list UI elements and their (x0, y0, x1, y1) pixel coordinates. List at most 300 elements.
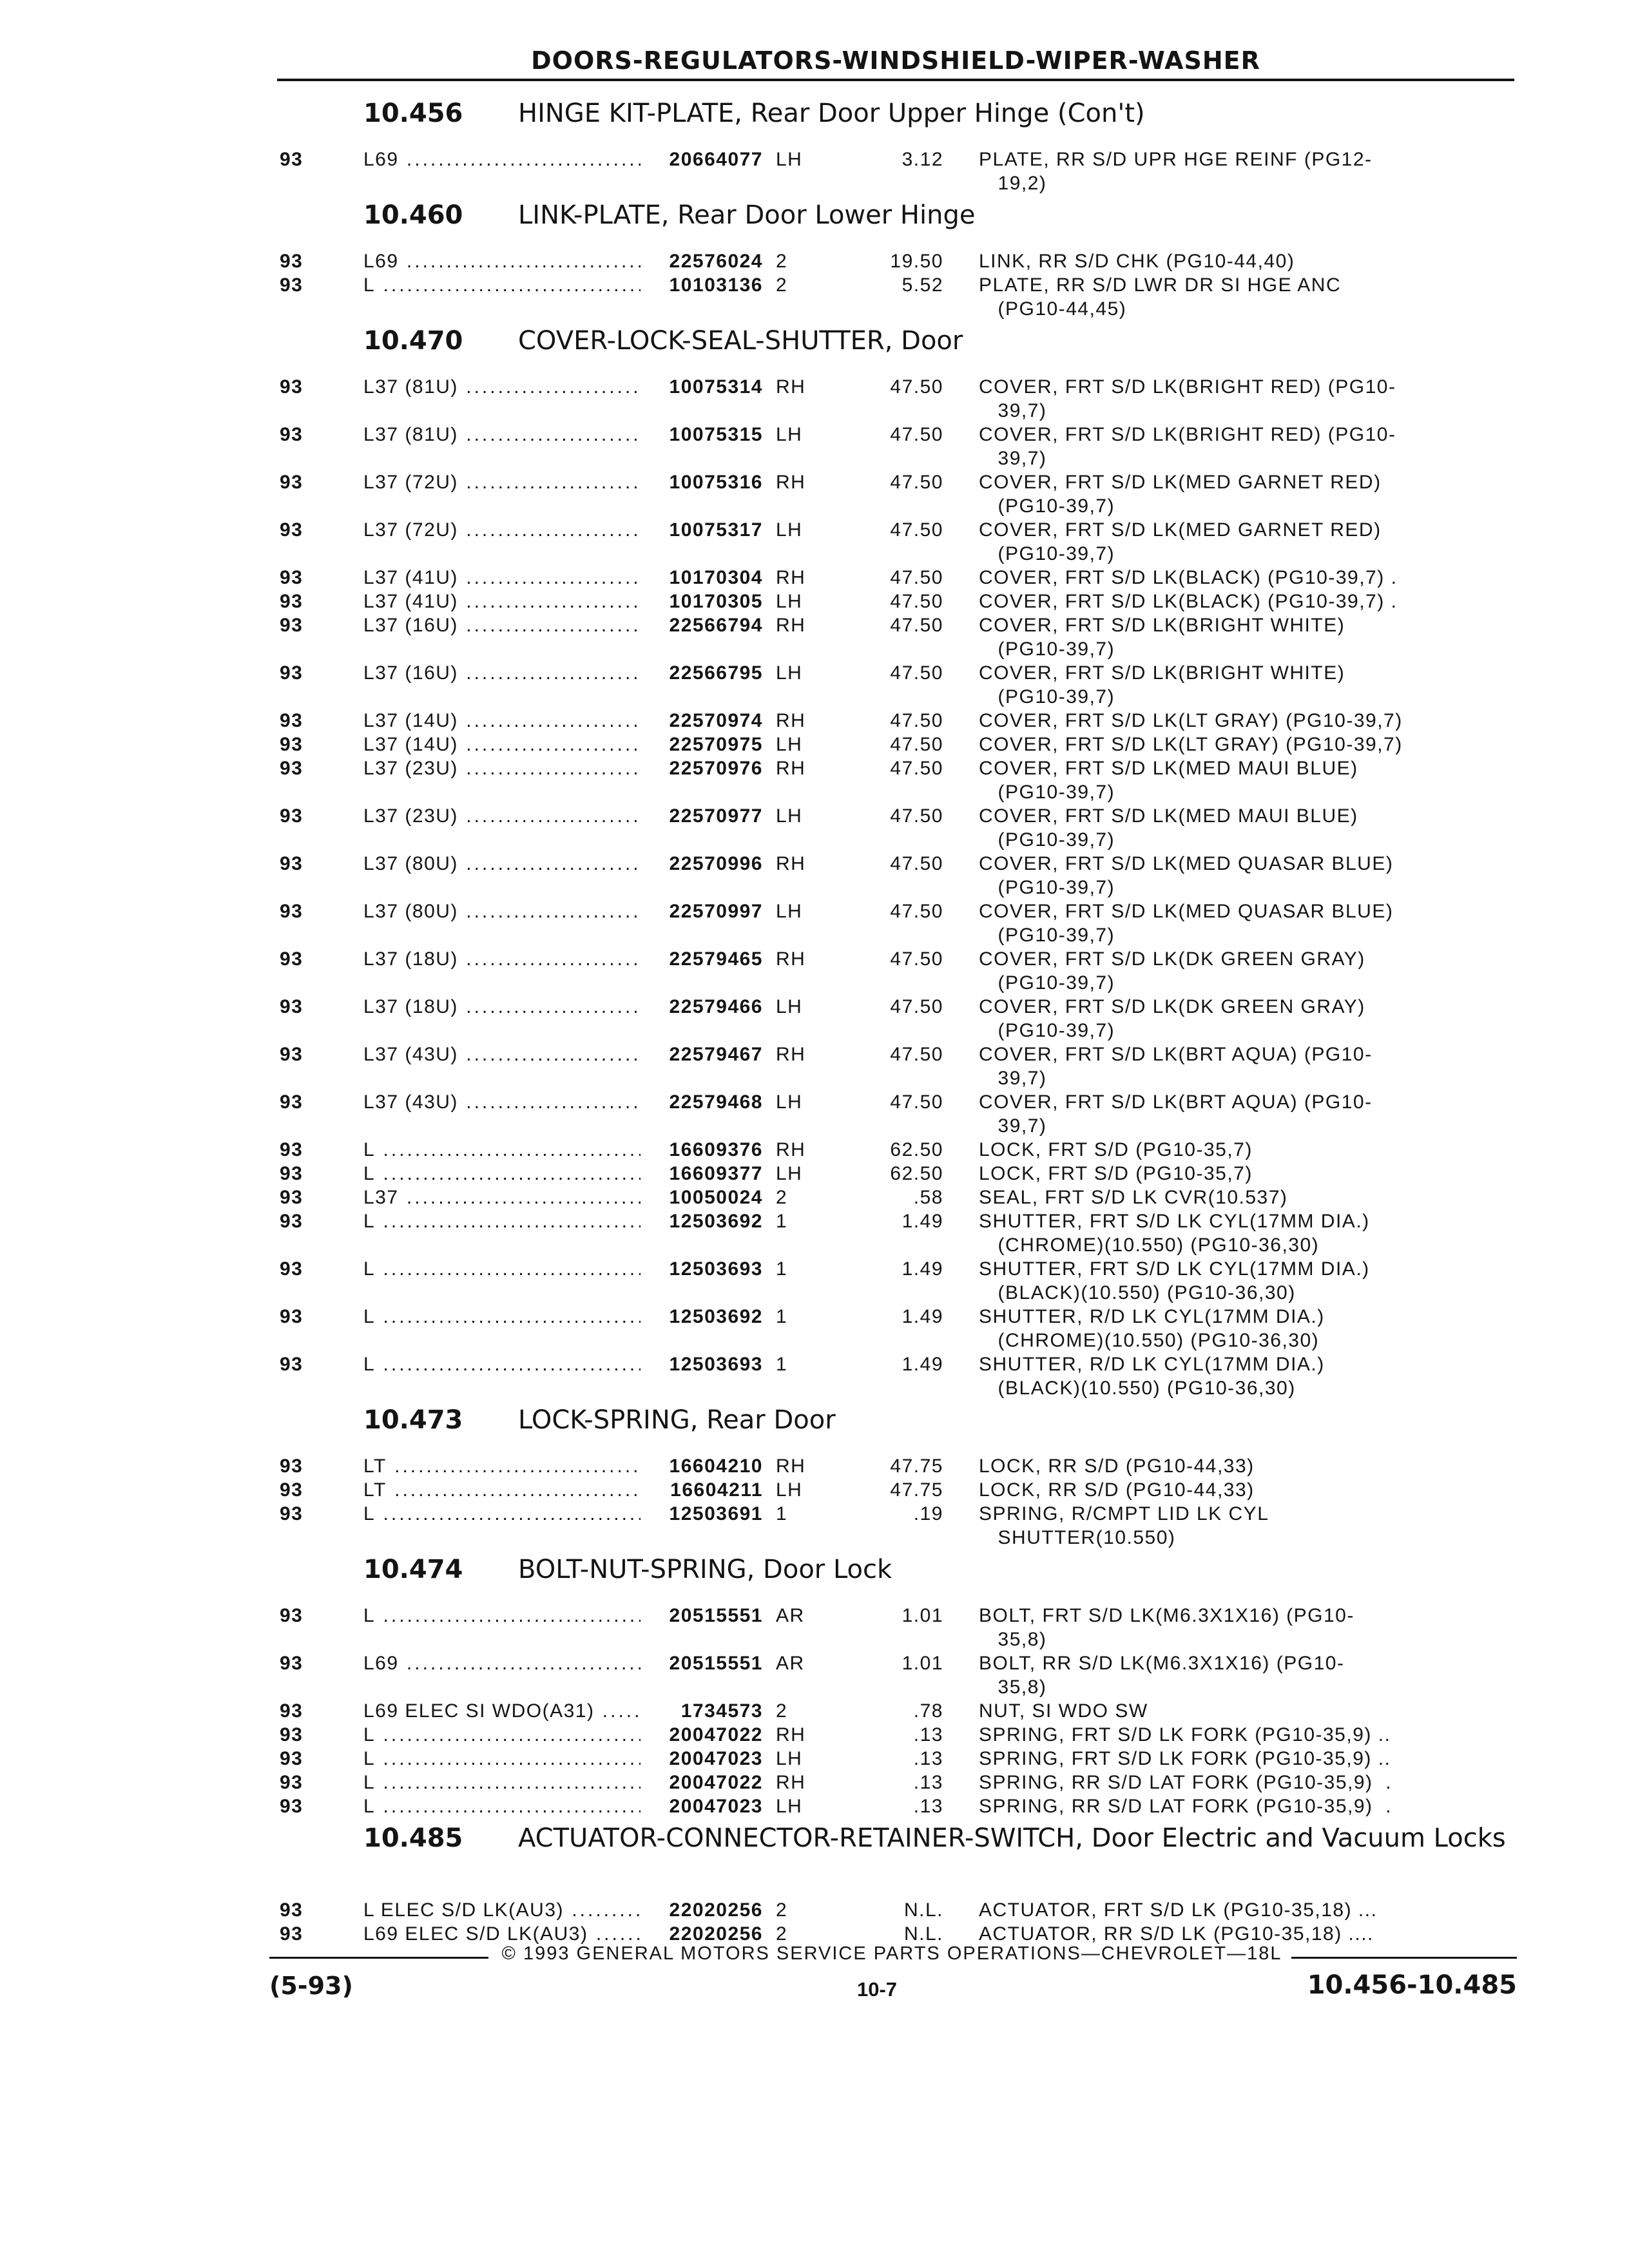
description-cell: ACTUATOR, RR S/D LK (PG10-35,18) .... ..... (979, 1922, 1449, 1946)
quantity-cell: RH (776, 710, 806, 731)
model-cell: L37 (16U) ..... (363, 661, 641, 709)
part-number-cell: 10075317 (669, 519, 763, 541)
price-cell: .78 (913, 1700, 943, 1722)
quantity-cell: RH (776, 758, 806, 779)
table-row (280, 1747, 1520, 1771)
price-cell: 62.50 (890, 1139, 943, 1160)
model-cell: L37 (81U) ..... (363, 423, 641, 470)
part-number-cell: 20515551 (669, 1605, 763, 1626)
description-cell: COVER, FRT S/D LK(BLACK) (PG10-39,7) . ..... (979, 566, 1449, 590)
year-cell: 93 (280, 1796, 304, 1817)
table-row (280, 1138, 1520, 1162)
quantity-cell: 2 (776, 1923, 788, 1945)
part-number-cell: 12503691 (669, 1503, 763, 1524)
description-cell: COVER, FRT S/D LK(DK GREEN GRAY) (PG10-39,7) ..... (979, 947, 1449, 995)
price-cell: .58 (913, 1187, 943, 1208)
part-number-cell: 20047022 (669, 1724, 763, 1745)
footer-date: (5-93) (269, 1972, 353, 2000)
model-cell: L37 (43U) ..... (363, 1090, 641, 1138)
part-number-cell: 22579465 (669, 948, 763, 970)
year-cell: 93 (280, 424, 304, 445)
model-cell: L37 (80U) ..... (363, 852, 641, 899)
part-number-cell: 22579468 (669, 1091, 763, 1113)
description-cell: SPRING, FRT S/D LK FORK (PG10-35,9) .. ..... (979, 1747, 1449, 1771)
year-cell: 93 (280, 376, 304, 398)
quantity-cell: 2 (776, 1899, 788, 1921)
table-row (280, 1454, 1520, 1478)
price-cell: N.L. (903, 1899, 943, 1921)
table-row (280, 1794, 1520, 1818)
part-number-cell: 22570997 (669, 901, 763, 922)
description-cell: LOCK, FRT S/D (PG10-35,7) ..... (979, 1162, 1449, 1186)
model-cell: L69 ELEC S/D LK(AU3) ..... (363, 1922, 641, 1946)
price-cell: 1.01 (901, 1653, 943, 1674)
footer-section-range: 10.456-10.485 (1307, 1970, 1517, 2000)
table-row (280, 273, 1520, 321)
part-number-cell: 10075314 (669, 376, 763, 398)
quantity-cell: LH (776, 149, 803, 170)
price-cell: 5.52 (901, 274, 943, 296)
section-number: 10.474 (363, 1555, 463, 1584)
price-cell: 47.50 (890, 519, 943, 541)
model-cell: L37 (18U) ..... (363, 995, 641, 1043)
description-cell: LINK, RR S/D CHK (PG10-44,40) ..... (979, 249, 1449, 273)
year-cell: 93 (280, 251, 304, 272)
price-cell: 47.50 (890, 376, 943, 398)
section-header (280, 1818, 1520, 1898)
model-cell: L37 (14U) ..... (363, 733, 641, 756)
description-cell: COVER, FRT S/D LK(BLACK) (PG10-39,7) . ..... (979, 590, 1449, 613)
section-header (280, 1550, 1520, 1604)
model-cell: L37 (80U) ..... (363, 899, 641, 947)
year-cell: 93 (280, 1479, 304, 1501)
description-cell: BOLT, FRT S/D LK(M6.3X1X16) (PG10- 35,8) ..... (979, 1604, 1449, 1651)
year-cell: 93 (280, 662, 304, 684)
quantity-cell: RH (776, 948, 806, 970)
section-title: LINK-PLATE, Rear Door Lower Hinge (518, 200, 976, 230)
description-cell: BOLT, RR S/D LK(M6.3X1X16) (PG10- 35,8) ..... (979, 1651, 1449, 1699)
description-cell: COVER, FRT S/D LK(BRIGHT RED) (PG10- 39,7) ..... (979, 375, 1449, 423)
model-cell: L69 ..... (363, 148, 641, 195)
part-number-cell: 20047023 (669, 1748, 763, 1769)
part-number-cell: 12503693 (669, 1258, 763, 1280)
table-row (280, 423, 1520, 470)
year-cell: 93 (280, 149, 304, 170)
part-number-cell: 22576024 (669, 251, 763, 272)
price-cell: 1.49 (901, 1306, 943, 1327)
quantity-cell: 2 (776, 1187, 788, 1208)
description-cell: SHUTTER, R/D LK CYL(17MM DIA.) (CHROME)(10.550) (PG10-36,30) ..... (979, 1305, 1449, 1352)
section-title: HINGE KIT-PLATE, Rear Door Upper Hinge (Con't) (518, 99, 1145, 128)
part-number-cell: 20047022 (669, 1772, 763, 1793)
price-cell: 47.50 (890, 710, 943, 731)
header-rule (277, 79, 1514, 81)
part-number-cell: 10075315 (669, 424, 763, 445)
year-cell: 93 (280, 615, 304, 636)
part-number-cell: 22020256 (669, 1923, 763, 1945)
quantity-cell: LH (776, 1748, 803, 1769)
section-title: BOLT-NUT-SPRING, Door Lock (518, 1555, 892, 1584)
part-number-cell: 20664077 (669, 149, 763, 170)
model-cell: L ..... (363, 1771, 641, 1794)
price-cell: .13 (913, 1772, 943, 1793)
quantity-cell: AR (776, 1605, 805, 1626)
quantity-cell: 1 (776, 1354, 788, 1375)
price-cell: 47.50 (890, 996, 943, 1017)
year-cell: 93 (280, 1653, 304, 1674)
year-cell: 93 (280, 472, 304, 493)
table-row (280, 899, 1520, 947)
description-cell: SPRING, FRT S/D LK FORK (PG10-35,9) .. ..... (979, 1723, 1449, 1747)
year-cell: 93 (280, 901, 304, 922)
description-cell: ACTUATOR, FRT S/D LK (PG10-35,18) ... ..... (979, 1898, 1449, 1922)
description-cell: SHUTTER, R/D LK CYL(17MM DIA.) (BLACK)(10.550) (PG10-36,30) ..... (979, 1352, 1449, 1400)
model-cell: L ..... (363, 1209, 641, 1257)
model-cell: L37 (18U) ..... (363, 947, 641, 995)
table-row (280, 1257, 1520, 1305)
part-number-cell: 20515551 (669, 1653, 763, 1674)
description-cell: COVER, FRT S/D LK(BRIGHT WHITE) (PG10-39,7) ..... (979, 661, 1449, 709)
table-row (280, 1209, 1520, 1257)
part-number-cell: 22579467 (669, 1044, 763, 1065)
year-cell: 93 (280, 734, 304, 755)
description-cell: PLATE, RR S/D LWR DR SI HGE ANC (PG10-44,45) ..... (979, 273, 1449, 321)
year-cell: 93 (280, 1306, 304, 1327)
price-cell: 47.50 (890, 567, 943, 588)
table-row (280, 733, 1520, 756)
part-number-cell: 22570977 (669, 805, 763, 827)
section-number: 10.485 (363, 1823, 463, 1853)
model-cell: L69 ..... (363, 249, 641, 273)
part-number-cell: 10170304 (669, 567, 763, 588)
price-cell: 19.50 (890, 251, 943, 272)
quantity-cell: LH (776, 1796, 803, 1817)
page-title: DOORS-REGULATORS-WINDSHIELD-WIPER-WASHER (531, 46, 1260, 75)
year-cell: 93 (280, 1139, 304, 1160)
quantity-cell: LH (776, 901, 803, 922)
part-number-cell: 16609377 (669, 1163, 763, 1184)
price-cell: 47.50 (890, 662, 943, 684)
price-cell: 47.50 (890, 472, 943, 493)
part-number-cell: 22566794 (669, 615, 763, 636)
description-cell: SPRING, RR S/D LAT FORK (PG10-35,9) . ..... (979, 1771, 1449, 1794)
price-cell: 1.49 (901, 1211, 943, 1232)
table-row (280, 1898, 1520, 1922)
description-cell: PLATE, RR S/D UPR HGE REINF (PG12- 19,2) ..... (979, 148, 1449, 195)
description-cell: SEAL, FRT S/D LK CVR(10.537) ..... (979, 1186, 1449, 1209)
year-cell: 93 (280, 1503, 304, 1524)
year-cell: 93 (280, 274, 304, 296)
description-cell: COVER, FRT S/D LK(BRIGHT RED) (PG10- 39,7) ..... (979, 423, 1449, 470)
table-row (280, 1162, 1520, 1186)
model-cell: L37 (23U) ..... (363, 804, 641, 852)
part-number-cell: 22570976 (669, 758, 763, 779)
section-number: 10.456 (363, 99, 463, 128)
table-row (280, 1723, 1520, 1747)
price-cell: 47.75 (890, 1479, 943, 1501)
model-cell: LT ..... (363, 1478, 641, 1502)
model-cell: L37 (16U) ..... (363, 613, 641, 661)
price-cell: 47.50 (890, 591, 943, 612)
section-header (280, 321, 1520, 375)
table-row (280, 470, 1520, 518)
year-cell: 93 (280, 1724, 304, 1745)
price-cell: N.L. (903, 1923, 943, 1945)
part-number-cell: 22566795 (669, 662, 763, 684)
quantity-cell: RH (776, 472, 806, 493)
price-cell: 47.50 (890, 948, 943, 970)
description-cell: COVER, FRT S/D LK(LT GRAY) (PG10-39,7) ..... (979, 709, 1449, 733)
quantity-cell: RH (776, 567, 806, 588)
year-cell: 93 (280, 948, 304, 970)
model-cell: L37 (81U) ..... (363, 375, 641, 423)
model-cell: L37 ..... (363, 1186, 641, 1209)
footer-copyright: © 1993 GENERAL MOTORS SERVICE PARTS OPERATIONS—CHEVROLET—18L (501, 1943, 1282, 1964)
model-cell: L ..... (363, 1138, 641, 1162)
description-cell: COVER, FRT S/D LK(BRIGHT WHITE) (PG10-39,7) ..... (979, 613, 1449, 661)
table-row (280, 1352, 1520, 1400)
table-row (280, 1604, 1520, 1651)
quantity-cell: LH (776, 1479, 803, 1501)
price-cell: .13 (913, 1724, 943, 1745)
section-title: COVER-LOCK-SEAL-SHUTTER, Door (518, 326, 963, 356)
description-cell: LOCK, FRT S/D (PG10-35,7) ..... (979, 1138, 1449, 1162)
part-number-cell: 10075316 (669, 472, 763, 493)
price-cell: 47.50 (890, 424, 943, 445)
description-cell: COVER, FRT S/D LK(MED GARNET RED) (PG10-39,7) ..... (979, 518, 1449, 566)
part-number-cell: 22570975 (669, 734, 763, 755)
footer-rule-left (269, 1957, 488, 1959)
year-cell: 93 (280, 710, 304, 731)
part-number-cell: 10103136 (669, 274, 763, 296)
price-cell: 47.50 (890, 1044, 943, 1065)
model-cell: L ..... (363, 1502, 641, 1550)
table-row (280, 1478, 1520, 1502)
section-number: 10.460 (363, 200, 463, 230)
table-row (280, 1186, 1520, 1209)
price-cell: 47.50 (890, 1091, 943, 1113)
price-cell: 62.50 (890, 1163, 943, 1184)
quantity-cell: AR (776, 1653, 805, 1674)
description-cell: COVER, FRT S/D LK(MED QUASAR BLUE) (PG10-39,7) ..... (979, 852, 1449, 899)
description-cell: SPRING, RR S/D LAT FORK (PG10-35,9) . ..... (979, 1794, 1449, 1818)
part-number-cell: 10170305 (669, 591, 763, 612)
quantity-cell: LH (776, 519, 803, 541)
year-cell: 93 (280, 1354, 304, 1375)
model-cell: L37 (72U) ..... (363, 470, 641, 518)
quantity-cell: RH (776, 615, 806, 636)
quantity-cell: RH (776, 1139, 806, 1160)
table-row (280, 661, 1520, 709)
part-number-cell: 22570974 (669, 710, 763, 731)
table-row (280, 148, 1520, 195)
quantity-cell: LH (776, 805, 803, 827)
model-cell: L ELEC S/D LK(AU3) ..... (363, 1898, 641, 1922)
model-cell: L37 (43U) ..... (363, 1043, 641, 1090)
description-cell: SHUTTER, FRT S/D LK CYL(17MM DIA.) (BLACK)(10.550) (PG10-36,30) ..... (979, 1257, 1449, 1305)
price-cell: .13 (913, 1748, 943, 1769)
part-number-cell: 22579466 (669, 996, 763, 1017)
price-cell: 1.01 (901, 1605, 943, 1626)
price-cell: .13 (913, 1796, 943, 1817)
section-header (280, 1400, 1520, 1454)
quantity-cell: 2 (776, 1700, 788, 1722)
table-row (280, 804, 1520, 852)
model-cell: L37 (72U) ..... (363, 518, 641, 566)
year-cell: 93 (280, 591, 304, 612)
year-cell: 93 (280, 567, 304, 588)
quantity-cell: RH (776, 1456, 806, 1477)
price-cell: 47.50 (890, 615, 943, 636)
table-row (280, 590, 1520, 613)
quantity-cell: 1 (776, 1503, 788, 1524)
description-cell: COVER, FRT S/D LK(BRT AQUA) (PG10- 39,7) ..... (979, 1043, 1449, 1090)
year-cell: 93 (280, 1923, 304, 1945)
price-cell: .19 (913, 1503, 943, 1524)
quantity-cell: LH (776, 662, 803, 684)
quantity-cell: 2 (776, 274, 788, 296)
quantity-cell: LH (776, 1163, 803, 1184)
description-cell: NUT, SI WDO SW ..... (979, 1699, 1449, 1723)
price-cell: 47.75 (890, 1456, 943, 1477)
description-cell: LOCK, RR S/D (PG10-44,33) ..... (979, 1454, 1449, 1478)
description-cell: SPRING, R/CMPT LID LK CYL SHUTTER(10.550) ..... (979, 1502, 1449, 1550)
section-number: 10.470 (363, 326, 463, 356)
model-cell: L ..... (363, 1352, 641, 1400)
model-cell: L ..... (363, 1723, 641, 1747)
year-cell: 93 (280, 1899, 304, 1921)
year-cell: 93 (280, 1700, 304, 1722)
table-row (280, 613, 1520, 661)
description-cell: COVER, FRT S/D LK(MED QUASAR BLUE) (PG10-39,7) ..... (979, 899, 1449, 947)
price-cell: 47.50 (890, 805, 943, 827)
part-number-cell: 10050024 (669, 1187, 763, 1208)
model-cell: L37 (41U) ..... (363, 566, 641, 590)
table-row (280, 1090, 1520, 1138)
table-row (280, 1305, 1520, 1352)
part-number-cell: 16609376 (669, 1139, 763, 1160)
part-number-cell: 22020256 (669, 1899, 763, 1921)
model-cell: L69 ..... (363, 1651, 641, 1699)
year-cell: 93 (280, 1187, 304, 1208)
quantity-cell: LH (776, 996, 803, 1017)
description-cell: COVER, FRT S/D LK(DK GREEN GRAY) (PG10-39,7) ..... (979, 995, 1449, 1043)
quantity-cell: 1 (776, 1306, 788, 1327)
table-row (280, 852, 1520, 899)
year-cell: 93 (280, 1091, 304, 1113)
quantity-cell: LH (776, 734, 803, 755)
section-title: LOCK-SPRING, Rear Door (518, 1405, 836, 1435)
quantity-cell: LH (776, 1091, 803, 1113)
model-cell: L ..... (363, 1747, 641, 1771)
description-cell: COVER, FRT S/D LK(LT GRAY) (PG10-39,7) ..... (979, 733, 1449, 756)
year-cell: 93 (280, 1211, 304, 1232)
description-cell: SHUTTER, FRT S/D LK CYL(17MM DIA.) (CHROME)(10.550) (PG10-36,30) ..... (979, 1209, 1449, 1257)
table-row (280, 1043, 1520, 1090)
year-cell: 93 (280, 1456, 304, 1477)
price-cell: 47.50 (890, 758, 943, 779)
table-row (280, 1651, 1520, 1699)
quantity-cell: LH (776, 591, 803, 612)
year-cell: 93 (280, 758, 304, 779)
price-cell: 1.49 (901, 1258, 943, 1280)
year-cell: 93 (280, 1772, 304, 1793)
quantity-cell: LH (776, 424, 803, 445)
section-header (280, 93, 1520, 148)
year-cell: 93 (280, 805, 304, 827)
quantity-cell: RH (776, 853, 806, 874)
table-row (280, 566, 1520, 590)
year-cell: 93 (280, 853, 304, 874)
model-cell: L ..... (363, 1162, 641, 1186)
year-cell: 93 (280, 1258, 304, 1280)
quantity-cell: RH (776, 1724, 806, 1745)
year-cell: 93 (280, 519, 304, 541)
part-number-cell: 12503692 (669, 1306, 763, 1327)
quantity-cell: RH (776, 376, 806, 398)
part-number-cell: 16604210 (669, 1456, 763, 1477)
price-cell: 3.12 (901, 149, 943, 170)
part-number-cell: 12503692 (669, 1211, 763, 1232)
part-number-cell: 16604211 (670, 1479, 763, 1501)
part-number-cell: 22570996 (669, 853, 763, 874)
quantity-cell: 2 (776, 251, 788, 272)
model-cell: L37 (23U) ..... (363, 756, 641, 804)
table-row (280, 1922, 1520, 1946)
model-cell: L ..... (363, 1257, 641, 1305)
price-cell: 47.50 (890, 853, 943, 874)
quantity-cell: 1 (776, 1258, 788, 1280)
year-cell: 93 (280, 996, 304, 1017)
model-cell: L ..... (363, 1604, 641, 1651)
table-row (280, 995, 1520, 1043)
quantity-cell: RH (776, 1772, 806, 1793)
description-cell: COVER, FRT S/D LK(BRT AQUA) (PG10- 39,7) ..... (979, 1090, 1449, 1138)
quantity-cell: 1 (776, 1211, 788, 1232)
section-title: ACTUATOR-CONNECTOR-RETAINER-SWITCH, Door Electric and Vacuum Locks (518, 1823, 1506, 1853)
year-cell: 93 (280, 1163, 304, 1184)
model-cell: L ..... (363, 1794, 641, 1818)
description-cell: COVER, FRT S/D LK(MED GARNET RED) (PG10-39,7) ..... (979, 470, 1449, 518)
parts-list (280, 93, 1520, 1946)
price-cell: 47.50 (890, 901, 943, 922)
table-row (280, 709, 1520, 733)
part-number-cell: 12503693 (669, 1354, 763, 1375)
part-number-cell: 1734573 (680, 1700, 763, 1722)
description-cell: LOCK, RR S/D (PG10-44,33) ..... (979, 1478, 1449, 1502)
year-cell: 93 (280, 1605, 304, 1626)
section-header (280, 195, 1520, 249)
footer-rule-right (1291, 1957, 1517, 1959)
part-number-cell: 20047023 (669, 1796, 763, 1817)
table-row (280, 518, 1520, 566)
description-cell: COVER, FRT S/D LK(MED MAUI BLUE) (PG10-39,7) ..... (979, 804, 1449, 852)
table-row (280, 1699, 1520, 1723)
table-row (280, 1502, 1520, 1550)
quantity-cell: RH (776, 1044, 806, 1065)
model-cell: L ..... (363, 273, 641, 321)
section-number: 10.473 (363, 1405, 463, 1435)
year-cell: 93 (280, 1044, 304, 1065)
table-row (280, 947, 1520, 995)
model-cell: L69 ELEC SI WDO(A31) ..... (363, 1699, 641, 1723)
year-cell: 93 (280, 1748, 304, 1769)
description-cell: COVER, FRT S/D LK(MED MAUI BLUE) (PG10-39,7) ..... (979, 756, 1449, 804)
table-row (280, 375, 1520, 423)
table-row (280, 249, 1520, 273)
price-cell: 47.50 (890, 734, 943, 755)
model-cell: L37 (14U) ..... (363, 709, 641, 733)
